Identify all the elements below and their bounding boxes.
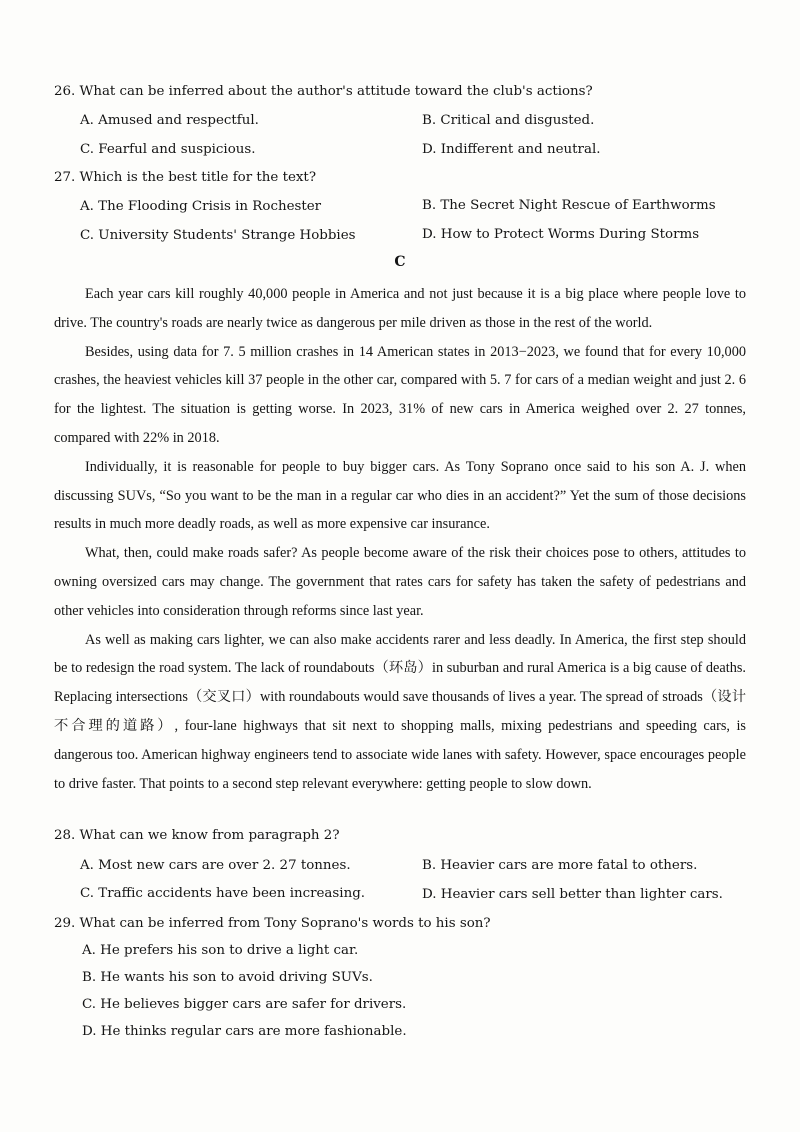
- question-29-option-d: D. He thinks regular cars are more fashionable.: [82, 1024, 407, 1039]
- question-26-option-c: C. Fearful and suspicious.: [80, 142, 256, 157]
- question-28-option-c: C. Traffic accidents have been increasing.: [80, 886, 366, 901]
- passage-paragraph-2: Besides, using data for 7. 5 million crashes in 14 American states in 2013−2023, we found that for every 10,000 crashes, the heaviest vehicles kill 37 people in the other car, compared with 5. 7 for cars of a median weight and just 2. 6 for the lightest. The situation is getting worse. In 2023, 31% of new cars in America weighed over 2. 27 tonnes, compared with 22% in 2018.: [54, 343, 746, 446]
- question-26-option-a: A. Amused and respectful.: [80, 113, 259, 128]
- section-heading: C: [394, 254, 406, 270]
- question-27-stem: 27. Which is the best title for the text?: [54, 170, 316, 185]
- question-28-stem: 28. What can we know from paragraph 2?: [54, 828, 340, 843]
- question-27-option-c: C. University Students' Strange Hobbies: [80, 228, 356, 243]
- passage-paragraph-3: Individually, it is reasonable for people to buy bigger cars. As Tony Soprano once said to his son A. J. when discussing SUVs, “So you want to be the man in a regular car who dies in an accident?” Yet the sum of those decisions results in much more deadly roads, as well as more expensive car insurance.: [54, 458, 746, 533]
- question-26-stem: 26. What can be inferred about the author's attitude toward the club's actions?: [54, 84, 593, 99]
- question-29-stem: 29. What can be inferred from Tony Soprano's words to his son?: [54, 916, 491, 931]
- question-29-option-a: A. He prefers his son to drive a light car.: [82, 943, 359, 958]
- question-27-option-d: D. How to Protect Worms During Storms: [422, 227, 700, 242]
- question-26-option-d: D. Indifferent and neutral.: [422, 142, 601, 157]
- reading-passage: [54, 280, 746, 798]
- passage-paragraph-4: What, then, could make roads safer? As people become aware of the risk their choices pose to others, attitudes to owning oversized cars may change. The government that rates cars for safety has taken the safety of pedestrians and other vehicles into consideration through reforms since last year.: [54, 545, 746, 619]
- question-28-option-a: A. Most new cars are over 2. 27 tonnes.: [80, 858, 351, 873]
- passage-paragraph-5: As well as making cars lighter, we can also make accidents rarer and less deadly. In America, the first step should be to redesign the road system. The lack of roundabouts（环岛）in suburban and rural America is a big cause of deaths. Replacing intersections（交叉口）with roundabouts would save thousands of lives a year. The spread of stroads（设计不合理的道路）, four-lane highways that sit next to shopping malls, mixing pedestrians and speeding cars, is dangerous too. American highway engineers tend to associate wide lanes with safety. However, space encourages people to drive faster. That points to a second step relevant everywhere: getting people to slow down.: [54, 631, 746, 792]
- question-28-option-d: D. Heavier cars sell better than lighter cars.: [422, 887, 723, 902]
- question-28-option-b: B. Heavier cars are more fatal to others.: [422, 858, 698, 873]
- question-27-option-b: B. The Secret Night Rescue of Earthworms: [422, 198, 716, 213]
- question-26-option-b: B. Critical and disgusted.: [422, 113, 595, 128]
- passage-paragraph-1: Each year cars kill roughly 40,000 people in America and not just because it is a big place where people love to drive. The country's roads are nearly twice as dangerous per mile driven as those in the rest of the world.: [54, 286, 746, 331]
- question-29-option-c: C. He believes bigger cars are safer for drivers.: [82, 997, 407, 1012]
- question-29-option-b: B. He wants his son to avoid driving SUVs.: [82, 970, 373, 985]
- question-27-option-a: A. The Flooding Crisis in Rochester: [80, 199, 322, 214]
